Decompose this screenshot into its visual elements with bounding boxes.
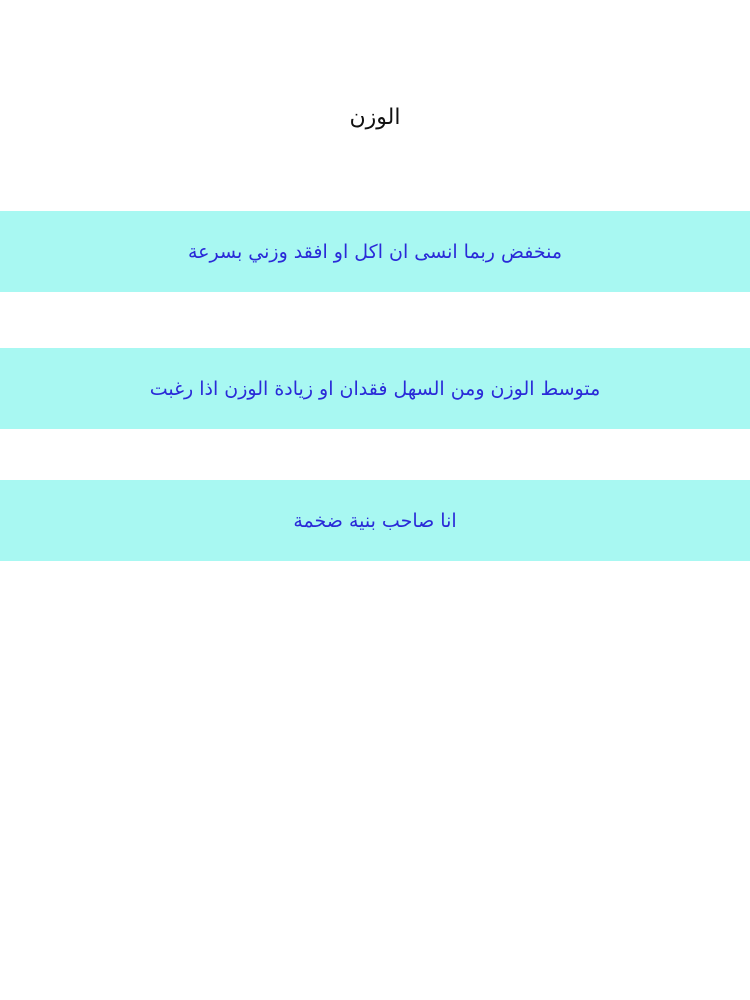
weight-option-medium[interactable] [0,348,750,429]
weight-option-low[interactable] [0,211,750,292]
page-title: الوزن [349,105,401,130]
weight-option-low-label: منخفض ربما انسى ان اكل او افقد وزني بسرعة [187,240,563,263]
weight-option-large[interactable] [0,480,750,561]
weight-option-medium-label: متوسط الوزن ومن السهل فقدان او زيادة الوزن اذا رغبت [149,377,601,400]
weight-option-large-label: انا صاحب بنية ضخمة [293,509,457,532]
